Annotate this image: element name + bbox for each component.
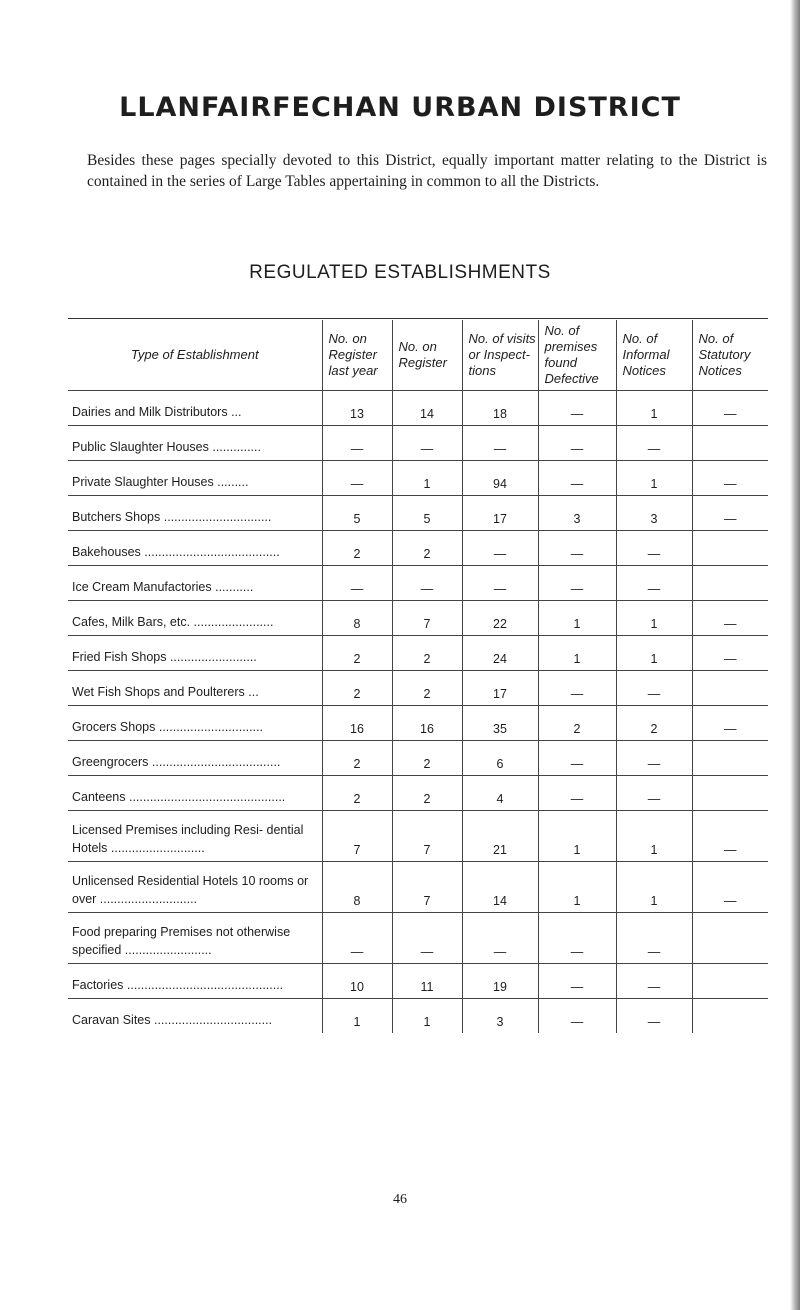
cell-visits: — xyxy=(462,913,538,964)
cell-type: Wet Fish Shops and Poulterers ... xyxy=(68,671,322,706)
header-type: Type of Establishment xyxy=(68,320,322,391)
cell-informal: 1 xyxy=(616,461,692,496)
cell-defective: — xyxy=(538,776,616,811)
cell-statutory xyxy=(692,776,768,811)
cell-type: Factories ............................................. xyxy=(68,964,322,999)
cell-last-year: 2 xyxy=(322,531,392,566)
cell-statutory xyxy=(692,566,768,601)
cell-defective: 1 xyxy=(538,601,616,636)
cell-register: — xyxy=(392,566,462,601)
cell-defective: — xyxy=(538,391,616,426)
cell-last-year: 2 xyxy=(322,636,392,671)
cell-visits: 94 xyxy=(462,461,538,496)
cell-informal: 1 xyxy=(616,636,692,671)
cell-visits: 14 xyxy=(462,862,538,913)
cell-defective: — xyxy=(538,566,616,601)
table-row xyxy=(68,496,768,531)
table-row xyxy=(68,811,768,862)
cell-informal: — xyxy=(616,999,692,1034)
cell-informal: 1 xyxy=(616,601,692,636)
cell-defective: 3 xyxy=(538,496,616,531)
cell-visits: 3 xyxy=(462,999,538,1034)
cell-statutory: — xyxy=(692,601,768,636)
cell-statutory xyxy=(692,426,768,461)
cell-visits: 17 xyxy=(462,496,538,531)
cell-statutory: — xyxy=(692,391,768,426)
cell-type: Ice Cream Manufactories ........... xyxy=(68,566,322,601)
cell-type: Cafes, Milk Bars, etc. ....................... xyxy=(68,601,322,636)
header-informal: No. of Informal Notices xyxy=(616,320,692,391)
header-last-year: No. on Register last year xyxy=(322,320,392,391)
cell-register: 2 xyxy=(392,671,462,706)
cell-statutory xyxy=(692,999,768,1034)
cell-register: — xyxy=(392,426,462,461)
cell-visits: — xyxy=(462,566,538,601)
cell-statutory xyxy=(692,741,768,776)
cell-visits: — xyxy=(462,531,538,566)
page-title: LLANFAIRFECHAN URBAN DISTRICT xyxy=(119,92,681,123)
cell-informal: 1 xyxy=(616,391,692,426)
table-row xyxy=(68,776,768,811)
cell-register: 5 xyxy=(392,496,462,531)
table-row xyxy=(68,566,768,601)
cell-informal: — xyxy=(616,531,692,566)
regulated-establishments-table xyxy=(68,320,768,1033)
table-title: REGULATED ESTABLISHMENTS xyxy=(249,262,551,283)
cell-informal: 1 xyxy=(616,811,692,862)
cell-type: Dairies and Milk Distributors ... xyxy=(68,391,322,426)
cell-type: Licensed Premises including Resi- dential Hotels ........................... xyxy=(68,811,322,862)
cell-statutory: — xyxy=(692,461,768,496)
cell-last-year: 2 xyxy=(322,776,392,811)
cell-informal: — xyxy=(616,913,692,964)
cell-statutory: — xyxy=(692,706,768,741)
cell-informal: 3 xyxy=(616,496,692,531)
table-row xyxy=(68,741,768,776)
cell-informal: — xyxy=(616,964,692,999)
table-row xyxy=(68,461,768,496)
cell-last-year: 2 xyxy=(322,671,392,706)
cell-defective: 1 xyxy=(538,811,616,862)
cell-statutory: — xyxy=(692,496,768,531)
cell-informal: — xyxy=(616,426,692,461)
cell-statutory: — xyxy=(692,811,768,862)
table-row xyxy=(68,964,768,999)
cell-register: 2 xyxy=(392,531,462,566)
cell-visits: 17 xyxy=(462,671,538,706)
table-row xyxy=(68,862,768,913)
cell-defective: — xyxy=(538,426,616,461)
cell-type: Grocers Shops .............................. xyxy=(68,706,322,741)
cell-type: Food preparing Premises not otherwise specified ......................... xyxy=(68,913,322,964)
cell-last-year: — xyxy=(322,426,392,461)
cell-informal: — xyxy=(616,741,692,776)
cell-register: 16 xyxy=(392,706,462,741)
cell-last-year: — xyxy=(322,566,392,601)
cell-register: 7 xyxy=(392,811,462,862)
table-row xyxy=(68,636,768,671)
table-row xyxy=(68,999,768,1034)
cell-defective: 1 xyxy=(538,636,616,671)
cell-defective: — xyxy=(538,461,616,496)
cell-visits: 21 xyxy=(462,811,538,862)
cell-register: 2 xyxy=(392,741,462,776)
cell-last-year: — xyxy=(322,913,392,964)
cell-defective: — xyxy=(538,964,616,999)
cell-register: 1 xyxy=(392,999,462,1034)
cell-last-year: 1 xyxy=(322,999,392,1034)
intro-paragraph: Besides these pages specially devoted to this District, equally important matter relating to the District is contained in the series of Large Tables appertaining in common to all the Districts. xyxy=(87,152,767,190)
cell-statutory: — xyxy=(692,636,768,671)
table-row xyxy=(68,913,768,964)
cell-register: 2 xyxy=(392,636,462,671)
cell-defective: 2 xyxy=(538,706,616,741)
table-row xyxy=(68,531,768,566)
cell-last-year: 13 xyxy=(322,391,392,426)
cell-informal: — xyxy=(616,671,692,706)
header-visits: No. of visits or Inspect- tions xyxy=(462,320,538,391)
page-edge-shadow xyxy=(790,0,800,1310)
cell-defective: — xyxy=(538,671,616,706)
cell-type: Bakehouses ....................................... xyxy=(68,531,322,566)
cell-register: 14 xyxy=(392,391,462,426)
cell-type: Butchers Shops ............................... xyxy=(68,496,322,531)
cell-informal: 2 xyxy=(616,706,692,741)
cell-informal: — xyxy=(616,566,692,601)
cell-defective: — xyxy=(538,741,616,776)
cell-defective: 1 xyxy=(538,862,616,913)
table-row xyxy=(68,706,768,741)
cell-informal: 1 xyxy=(616,862,692,913)
cell-visits: — xyxy=(462,426,538,461)
cell-visits: 19 xyxy=(462,964,538,999)
cell-last-year: 10 xyxy=(322,964,392,999)
table-header-row xyxy=(68,320,768,391)
cell-last-year: 2 xyxy=(322,741,392,776)
cell-informal: — xyxy=(616,776,692,811)
cell-last-year: — xyxy=(322,461,392,496)
cell-defective: — xyxy=(538,531,616,566)
cell-visits: 22 xyxy=(462,601,538,636)
cell-last-year: 16 xyxy=(322,706,392,741)
cell-register: — xyxy=(392,913,462,964)
cell-last-year: 7 xyxy=(322,811,392,862)
cell-type: Canteens ............................................. xyxy=(68,776,322,811)
cell-type: Fried Fish Shops ......................... xyxy=(68,636,322,671)
cell-visits: 24 xyxy=(462,636,538,671)
table-row xyxy=(68,671,768,706)
cell-last-year: 5 xyxy=(322,496,392,531)
header-defective: No. of premises found Defective xyxy=(538,320,616,391)
cell-register: 1 xyxy=(392,461,462,496)
table-row xyxy=(68,391,768,426)
cell-register: 2 xyxy=(392,776,462,811)
cell-last-year: 8 xyxy=(322,601,392,636)
cell-visits: 4 xyxy=(462,776,538,811)
cell-register: 7 xyxy=(392,862,462,913)
cell-defective: — xyxy=(538,999,616,1034)
cell-visits: 35 xyxy=(462,706,538,741)
cell-type: Unlicensed Residential Hotels 10 rooms or over ............................ xyxy=(68,862,322,913)
cell-statutory xyxy=(692,964,768,999)
cell-statutory xyxy=(692,913,768,964)
cell-statutory xyxy=(692,671,768,706)
cell-type: Public Slaughter Houses .............. xyxy=(68,426,322,461)
cell-last-year: 8 xyxy=(322,862,392,913)
cell-type: Greengrocers ..................................... xyxy=(68,741,322,776)
header-statutory: No. of Statutory Notices xyxy=(692,320,768,391)
page-number: 46 xyxy=(393,1192,407,1207)
cell-register: 7 xyxy=(392,601,462,636)
table-top-rule xyxy=(68,318,768,319)
cell-register: 11 xyxy=(392,964,462,999)
cell-visits: 18 xyxy=(462,391,538,426)
cell-statutory xyxy=(692,531,768,566)
cell-defective: — xyxy=(538,913,616,964)
cell-type: Private Slaughter Houses ......... xyxy=(68,461,322,496)
table-row xyxy=(68,601,768,636)
cell-type: Caravan Sites .................................. xyxy=(72,1013,273,1027)
cell-visits: 6 xyxy=(462,741,538,776)
header-register: No. on Register xyxy=(392,320,462,391)
cell-statutory: — xyxy=(692,862,768,913)
table-row xyxy=(68,426,768,461)
